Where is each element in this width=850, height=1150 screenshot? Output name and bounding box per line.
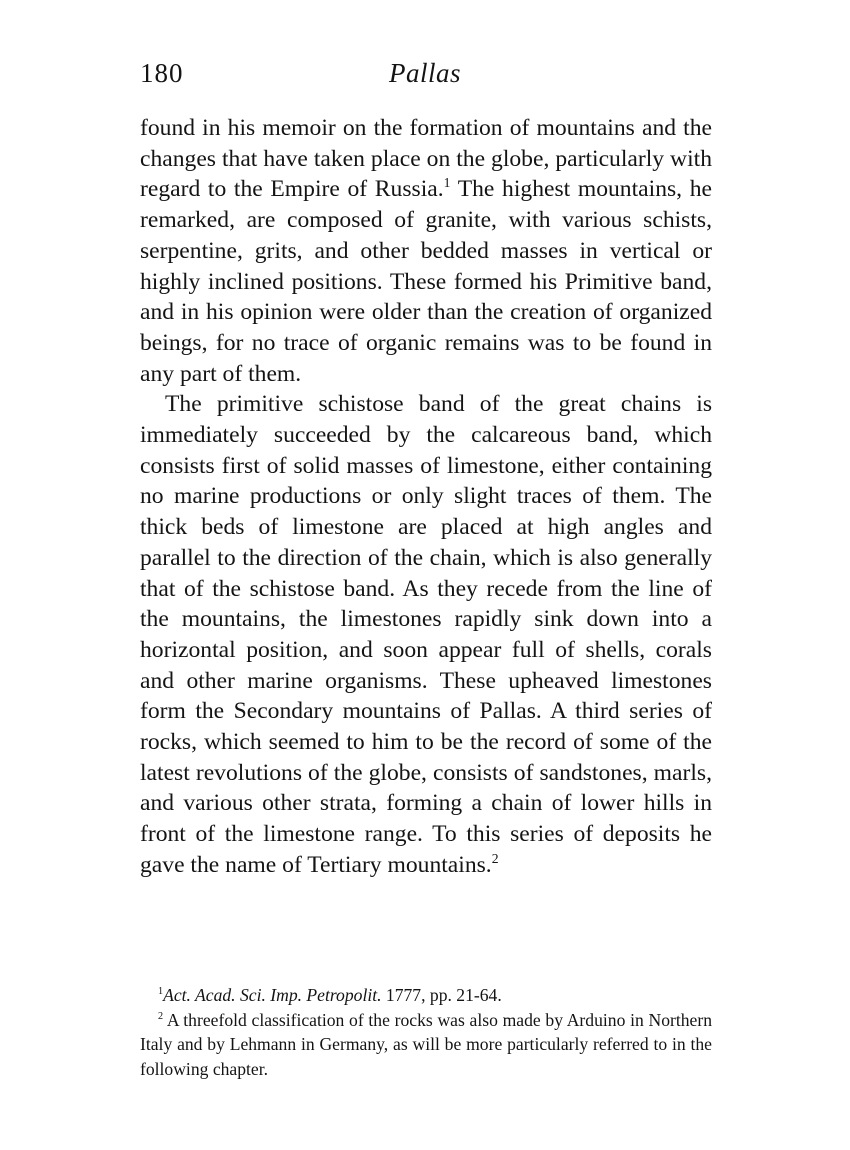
footnote-1-citation: 1777, pp. 21-64. xyxy=(381,985,502,1005)
footnote-1-mark: 1 xyxy=(158,986,164,998)
paragraph-2-text: The primitive schistose band of the great chains is immediately succeeded by the calcareous band, which consists first of solid masses of limestone, either containing no marine productions or only slight traces of them. The thick beds of limestone are placed at high angles and parallel to the direction of the chain, which is also generally that of the schistose band. As they recede from the line of the mountains, the limestones rapidly sink down into a horizontal position, and soon appear full of shells, corals and other marine organisms. These upheaved limestones form the Secondary mountains of Pallas. A third series of rocks, which seemed to him to be the record of some of the latest revolutions of the globe, consists of sandstones, marls, and various other strata, forming a chain of lower hills in front of the limestone range. To this series of deposits he gave the name of Tertiary mountains. xyxy=(140,391,712,878)
footnote-ref-1: 1 xyxy=(443,175,451,191)
footnote-2-text: A threefold classification of the rocks was also made by Arduino in Northern Italy and by Lehmann in Germany, as will be more particularly referred to in the following chapter. xyxy=(140,1009,712,1079)
footnote-1-source: Act. Acad. Sci. Imp. Petropolit. xyxy=(163,985,382,1005)
page-number: 180 xyxy=(140,58,184,88)
footnotes xyxy=(140,983,712,1081)
paragraph-1-text: found in his memoir on the formation of mountains and the changes that have taken place on the globe, particularly with regard to the Empire of Russia. xyxy=(140,115,712,203)
paragraph-1 xyxy=(140,113,712,389)
footnote-2 xyxy=(140,1008,712,1082)
footnote-1 xyxy=(140,983,712,1008)
page-header xyxy=(140,58,710,98)
running-head: Pallas xyxy=(388,58,461,88)
paragraph-1-continuation: The highest mountains, he remarked, are composed of granite, with various schists, serpentine, grits, and other bedded masses in vertical or highly inclined positions. These formed his Primitive band, and in his opinion were older than the creation of organized beings, for no trace of organic remains was to be found in any part of them. xyxy=(140,176,712,387)
paragraph-2 xyxy=(140,389,712,880)
main-text xyxy=(140,113,712,881)
footnote-2-mark: 2 xyxy=(158,1010,164,1022)
footnote-ref-2: 2 xyxy=(491,851,499,867)
